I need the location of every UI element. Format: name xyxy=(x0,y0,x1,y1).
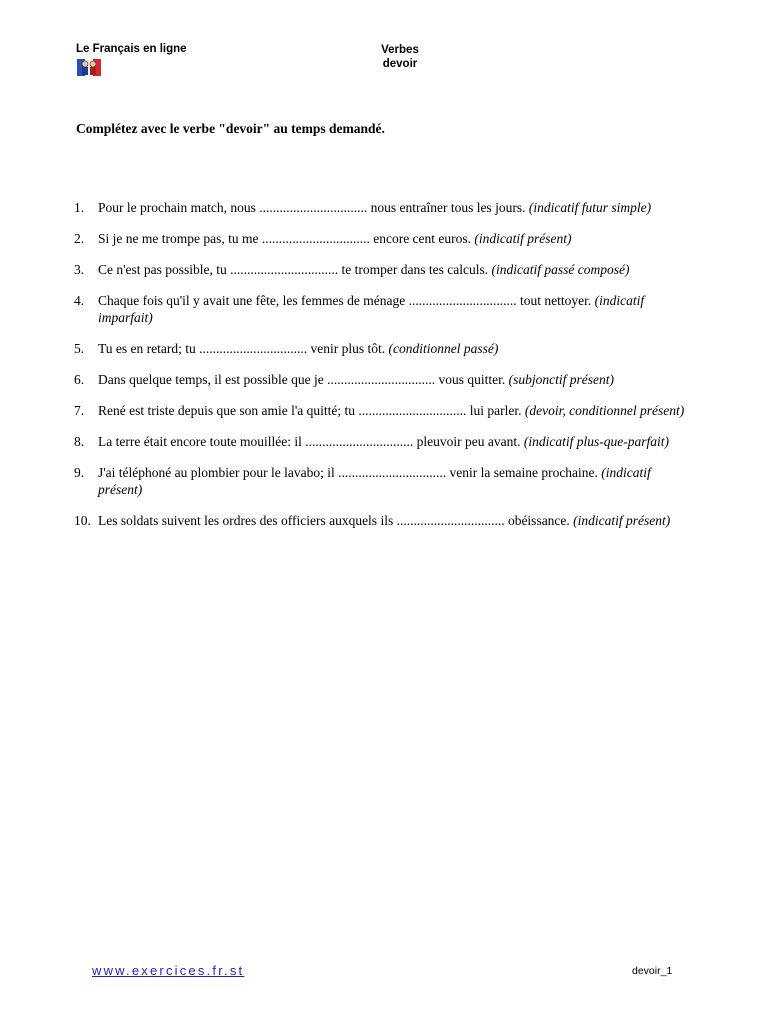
item-number: 8. xyxy=(74,434,85,449)
page-identifier: devoir_1 xyxy=(632,965,673,977)
item-number: 3. xyxy=(74,262,85,277)
website-link[interactable]: www.exercices.fr.st xyxy=(92,963,245,978)
exercise-item xyxy=(74,230,692,247)
item-number: 7. xyxy=(74,403,85,418)
item-text: J'ai téléphoné au plombier pour le lavabo; il ................................ venir la semaine prochaine. xyxy=(98,465,598,480)
item-hint: (indicatif présent) xyxy=(474,231,572,246)
item-text: La terre était encore toute mouillée: il ................................ pleuvoir peu avant. xyxy=(98,434,521,449)
exercise-item xyxy=(74,261,692,278)
item-body xyxy=(98,464,692,498)
exercise-item xyxy=(74,433,692,450)
exercise-item xyxy=(74,340,692,357)
item-hint: (subjonctif présent) xyxy=(508,372,614,387)
item-body xyxy=(98,230,692,247)
item-hint: (indicatif futur simple) xyxy=(528,200,652,215)
item-body xyxy=(98,199,692,216)
item-body xyxy=(98,402,692,419)
item-text: Si je ne me trompe pas, tu me ................................ encore cent euros. xyxy=(98,231,472,246)
french-flag-logo-icon xyxy=(76,57,102,78)
topic-title: Verbes xyxy=(381,44,419,56)
item-number: 9. xyxy=(74,465,85,480)
item-number: 5. xyxy=(74,341,85,356)
exercise-item xyxy=(74,371,692,388)
item-hint: (indicatif imparfait) xyxy=(98,293,645,325)
item-body xyxy=(98,433,692,450)
exercise-list xyxy=(74,199,692,543)
item-hint: (devoir, conditionnel présent) xyxy=(524,403,685,418)
item-body xyxy=(98,512,692,529)
item-number: 4. xyxy=(74,293,85,308)
item-number: 10. xyxy=(74,513,91,528)
item-text: Pour le prochain match, nous ................................ nous entraîner tous les jours. xyxy=(98,200,526,215)
instruction-text: Complétez avec le verbe "devoir" au temps demandé. xyxy=(76,121,385,136)
exercise-item xyxy=(74,292,692,326)
item-hint: (indicatif passé composé) xyxy=(491,262,630,277)
item-hint: (indicatif présent) xyxy=(98,465,651,497)
item-number: 1. xyxy=(74,200,85,215)
item-text: Les soldats suivent les ordres des officiers auxquels ils ................................ obéissance. xyxy=(98,513,570,528)
item-hint: (indicatif plus-que-parfait) xyxy=(523,434,669,449)
item-text: Dans quelque temps, il est possible que je ................................ vous quitter. xyxy=(98,372,506,387)
item-body xyxy=(98,261,692,278)
item-hint: (conditionnel passé) xyxy=(388,341,499,356)
item-text: René est triste depuis que son amie l'a quitté; tu ................................ lui parler. xyxy=(98,403,522,418)
topic-subtitle: devoir xyxy=(382,58,418,70)
item-hint: (indicatif présent) xyxy=(573,513,671,528)
site-title: Le Français en ligne xyxy=(76,43,187,55)
item-body xyxy=(98,292,692,326)
exercise-item xyxy=(74,464,692,498)
item-body xyxy=(98,371,692,388)
item-text: Chaque fois qu'il y avait une fête, les femmes de ménage ................................ tout nettoyer. xyxy=(98,293,592,308)
item-number: 6. xyxy=(74,372,85,387)
item-body xyxy=(98,340,692,357)
exercise-item xyxy=(74,512,692,529)
item-number: 2. xyxy=(74,231,85,246)
exercise-item xyxy=(74,402,692,419)
item-text: Ce n'est pas possible, tu ................................ te tromper dans tes calculs. xyxy=(98,262,489,277)
exercise-item xyxy=(74,199,692,216)
item-text: Tu es en retard; tu ................................ venir plus tôt. xyxy=(98,341,386,356)
topic-header xyxy=(340,43,460,71)
